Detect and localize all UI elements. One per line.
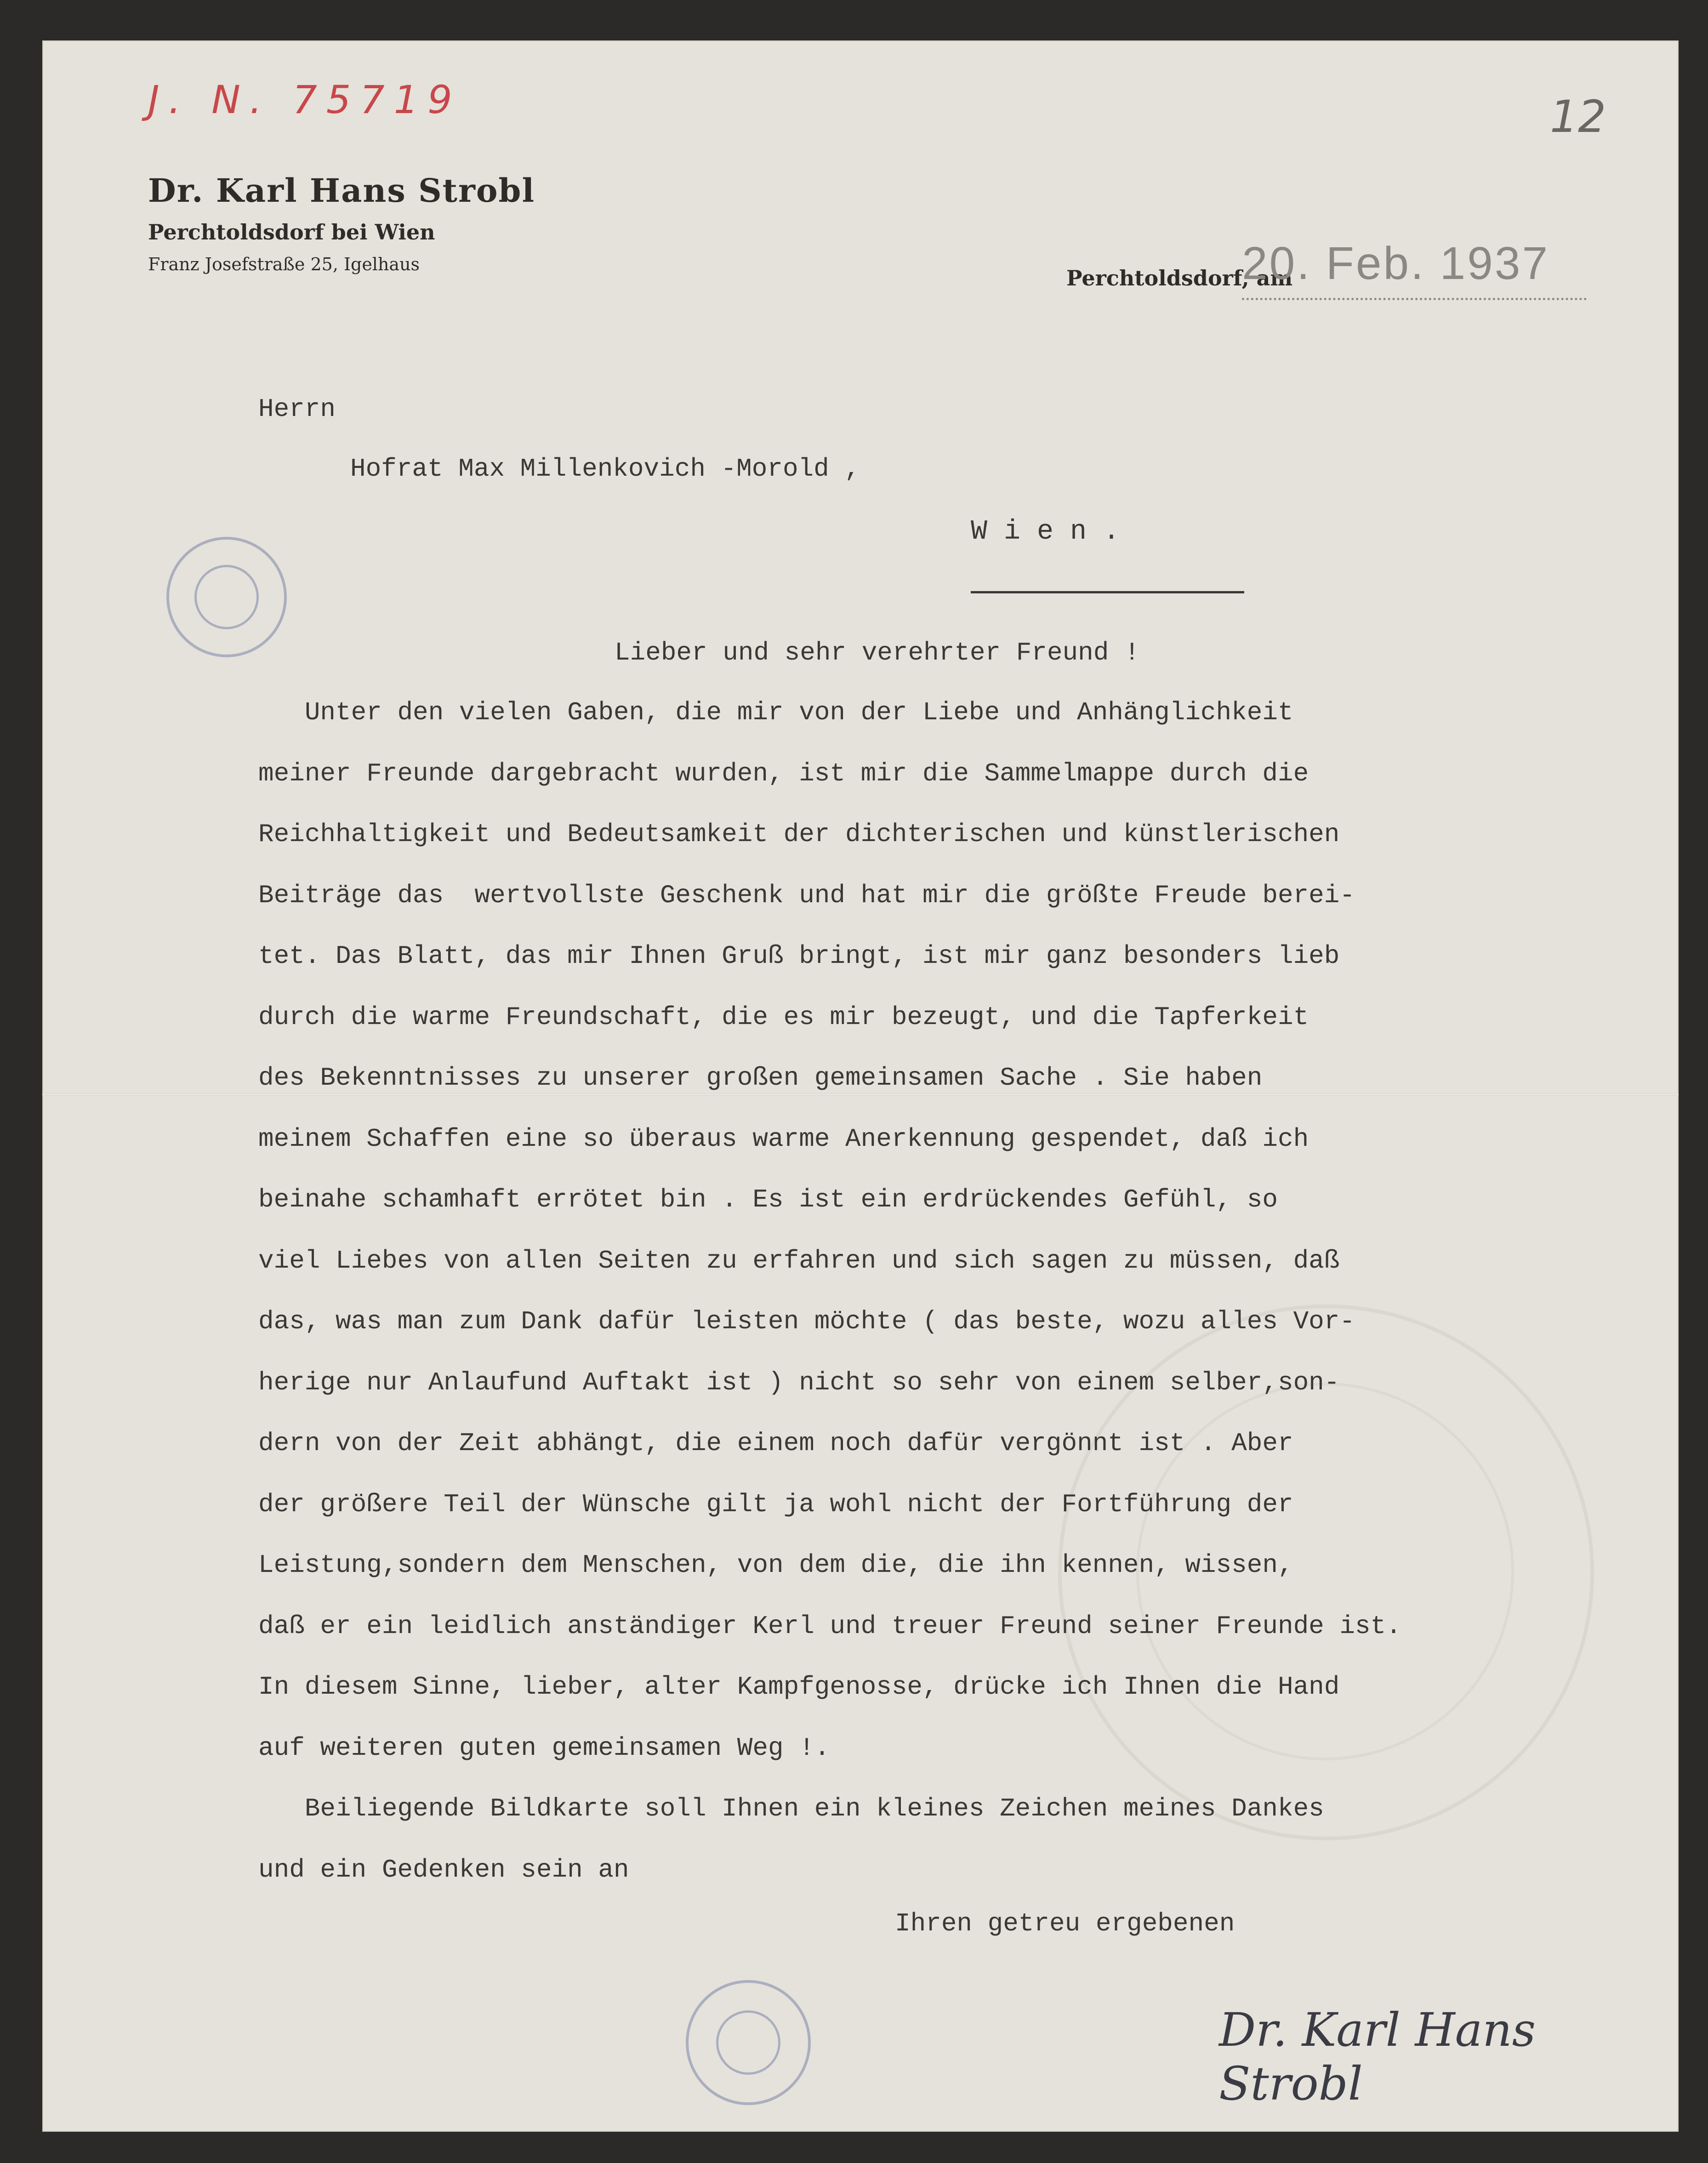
dateline-date: 20. Feb. 1937 (1242, 238, 1550, 289)
dateline-dots (1242, 298, 1587, 300)
body-line: auf weiteren guten gemeinsamen Weg !. (258, 1733, 830, 1763)
body-line: meiner Freunde dargebracht wurden, ist mir die Sammelmappe durch die (258, 759, 1309, 788)
handwritten-signature: Dr. Karl Hans Strobl (1219, 2003, 1536, 2111)
recipient-herrn: Herrn (258, 394, 336, 424)
library-stamp-bottom (686, 1980, 811, 2105)
body-line: Beiliegende Bildkarte soll Ihnen ein kleines Zeichen meines Dankes (258, 1794, 1324, 1823)
page-number: 12 (1550, 91, 1606, 142)
greeting: Lieber und sehr verehrter Freund ! (615, 638, 1140, 667)
body-line: tet. Das Blatt, das mir Ihnen Gruß bringt, ist mir ganz besonders lieb (258, 941, 1340, 971)
recipient-city: W i e n . (971, 516, 1120, 547)
body-line: Leistung,sondern dem Menschen, von dem die, die ihn kennen, wissen, (258, 1550, 1293, 1580)
body-line: beinahe schamhaft errötet bin . Es ist ein erdrückendes Gefühl, so (258, 1185, 1278, 1214)
body-line: dern von der Zeit abhängt, die einem noch dafür vergönnt ist . Aber (258, 1429, 1293, 1458)
body-line: Reichhaltigkeit und Bedeutsamkeit der dichterischen und künstlerischen (258, 820, 1340, 849)
body-line: daß er ein leidlich anständiger Kerl und treuer Freund seiner Freunde ist. (258, 1611, 1401, 1641)
body-line: In diesem Sinne, lieber, alter Kampfgenosse, drücke ich Ihnen die Hand (258, 1672, 1340, 1702)
recipient-city-underline (971, 591, 1244, 593)
body-line: herige nur Anlaufund Auftakt ist ) nicht so sehr von einem selber,son- (258, 1368, 1340, 1397)
letterhead-address: Franz Josefstraße 25, Igelhaus (148, 254, 420, 274)
letterhead-place: Perchtoldsdorf bei Wien (148, 220, 435, 245)
fold-line (42, 1093, 1679, 1096)
recipient-name: Hofrat Max Millenkovich -Morold , (350, 454, 860, 484)
dateline-place: Perchtoldsdorf, am (1066, 266, 1293, 290)
inventory-number: J. N. 75719 (148, 77, 461, 122)
closing: Ihren getreu ergebenen (895, 1909, 1235, 1938)
body-line: Unter den vielen Gaben, die mir von der Liebe und Anhänglichkeit (258, 698, 1293, 727)
body-line: durch die warme Freundschaft, die es mir bezeugt, und die Tapferkeit (258, 1002, 1309, 1032)
letterhead-name: Dr. Karl Hans Strobl (148, 171, 535, 210)
library-stamp (166, 537, 287, 657)
letter-sheet (42, 40, 1679, 2132)
body-line: meinem Schaffen eine so überaus warme Anerkennung gespendet, daß ich (258, 1124, 1309, 1154)
body-line: das, was man zum Dank dafür leisten möchte ( das beste, wozu alles Vor- (258, 1307, 1355, 1336)
body-line: der größere Teil der Wünsche gilt ja wohl nicht der Fortführung der (258, 1490, 1293, 1519)
body-line: viel Liebes von allen Seiten zu erfahren und sich sagen zu müssen, daß (258, 1246, 1340, 1275)
body-line: Beiträge das wertvollste Geschenk und hat mir die größte Freude berei- (258, 881, 1355, 910)
body-line: und ein Gedenken sein an (258, 1855, 629, 1884)
body-line: des Bekenntnisses zu unserer großen gemeinsamen Sache . Sie haben (258, 1063, 1263, 1093)
